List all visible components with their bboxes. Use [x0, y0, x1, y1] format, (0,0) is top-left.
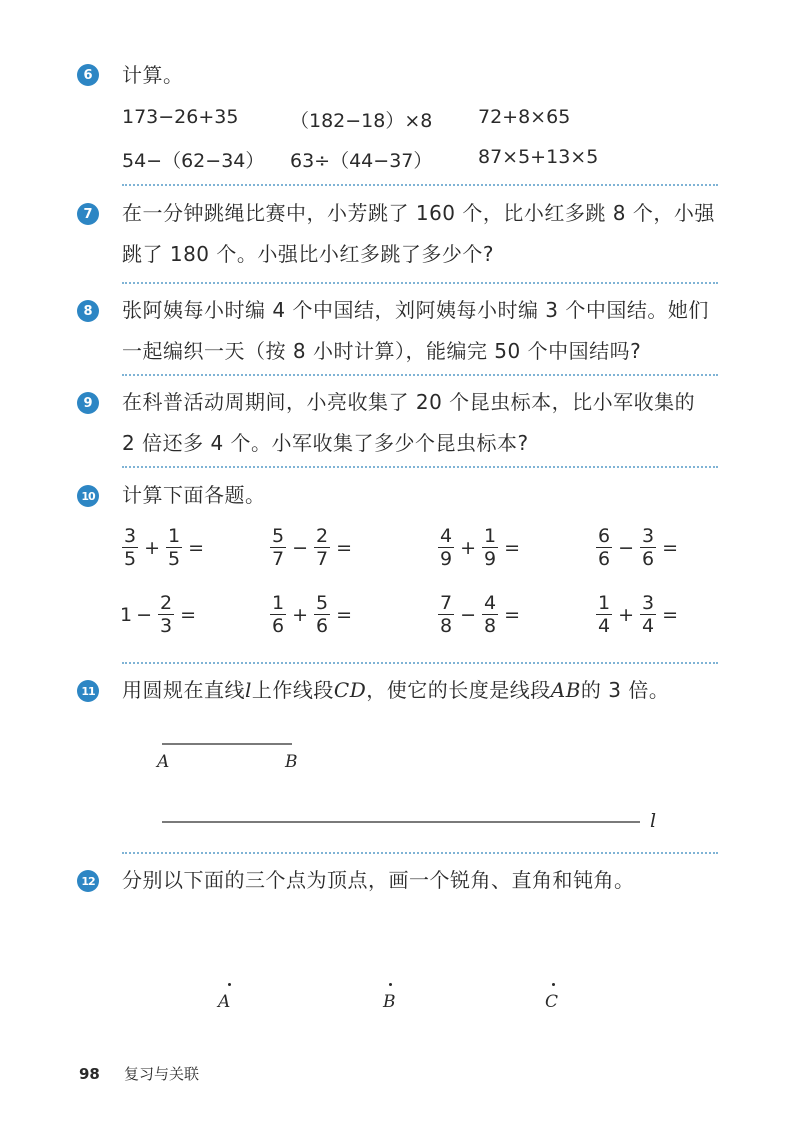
- point-label-b: B: [285, 752, 298, 772]
- point-label-c: C: [545, 992, 559, 1012]
- fraction: $\frac{4}{8}$: [484, 592, 497, 637]
- fraction-expression: $\frac{7}{8}$ − $\frac{4}{8}$ =: [440, 592, 521, 637]
- q6-expression: 173−26+35: [122, 106, 239, 128]
- q8-text-line2: 一起编织一天（按 8 小时计算），能编完 50 个中国结吗?: [122, 339, 642, 363]
- q6-expression: 72+8×65: [478, 106, 571, 128]
- q9-text-line2: 2 倍还多 4 个。小军收集了多少个昆虫标本?: [122, 431, 529, 455]
- fraction: $\frac{1}{9}$: [484, 525, 497, 570]
- point-label-b: B: [383, 992, 396, 1012]
- point-label-a: A: [218, 992, 231, 1012]
- question-number-badge: 12: [77, 870, 99, 892]
- fraction: $\frac{5}{6}$: [316, 592, 329, 637]
- fraction: $\frac{1}{5}$: [168, 525, 181, 570]
- fraction: $\frac{7}{8}$: [440, 592, 453, 637]
- fraction: $\frac{6}{6}$: [598, 525, 611, 570]
- fraction-expression: $\frac{4}{9}$ + $\frac{1}{9}$ =: [440, 525, 521, 570]
- question-number-badge: 8: [77, 300, 99, 322]
- fraction: $\frac{1}{6}$: [272, 592, 285, 637]
- fraction-expression: $\frac{6}{6}$ − $\frac{3}{6}$ =: [598, 525, 679, 570]
- q6-expression: 87×5+13×5: [478, 146, 599, 168]
- fraction: $\frac{2}{3}$: [160, 592, 173, 637]
- section-divider: [122, 852, 718, 854]
- vertex-point: [228, 983, 231, 986]
- fraction: $\frac{1}{4}$: [598, 592, 611, 637]
- fraction: $\frac{3}{6}$: [642, 525, 655, 570]
- fraction: $\frac{5}{7}$: [272, 525, 285, 570]
- q6-expression: 54−（62−34）: [122, 150, 265, 172]
- q10-title: 计算下面各题。: [122, 483, 266, 507]
- question-number-badge: 10: [77, 485, 99, 507]
- fraction-expression: 1 − $\frac{2}{3}$ =: [120, 592, 197, 637]
- q6-expression: （182−18）×8: [290, 110, 433, 132]
- q7-text-line2: 跳了 180 个。小强比小红多跳了多少个?: [122, 242, 495, 266]
- fraction-expression: $\frac{3}{5}$ + $\frac{1}{5}$ =: [124, 525, 205, 570]
- point-label-a: A: [157, 752, 170, 772]
- line-label-l: l: [650, 810, 657, 832]
- fraction: $\frac{4}{9}$: [440, 525, 453, 570]
- question-number-badge: 11: [77, 680, 99, 702]
- q9-text-line1: 在科普活动周期间，小亮收集了 20 个昆虫标本，比小军收集的: [122, 390, 696, 414]
- q8-text-line1: 张阿姨每小时编 4 个中国结，刘阿姨每小时编 3 个中国结。她们: [122, 298, 709, 322]
- fraction: $\frac{3}{5}$: [124, 525, 137, 570]
- q12-text: 分别以下面的三个点为顶点，画一个锐角、直角和钝角。: [122, 868, 635, 892]
- q6-title: 计算。: [122, 63, 184, 87]
- fraction-expression: $\frac{1}{6}$ + $\frac{5}{6}$ =: [272, 592, 353, 637]
- question-number-badge: 9: [77, 392, 99, 414]
- fraction: $\frac{2}{7}$: [316, 525, 329, 570]
- fraction-expression: $\frac{1}{4}$ + $\frac{3}{4}$ =: [598, 592, 679, 637]
- fraction-expression: $\frac{5}{7}$ − $\frac{2}{7}$ =: [272, 525, 353, 570]
- page-number: 98: [79, 1065, 100, 1083]
- question-number-badge: 6: [77, 64, 99, 86]
- vertex-point: [389, 983, 392, 986]
- section-title: 复习与关联: [124, 1065, 200, 1083]
- q6-expression: 63÷（44−37）: [290, 150, 433, 172]
- question-number-badge: 7: [77, 203, 99, 225]
- q7-text-line1: 在一分钟跳绳比赛中，小芳跳了 160 个，比小红多跳 8 个，小强: [122, 201, 715, 225]
- vertex-point: [552, 983, 555, 986]
- fraction: $\frac{3}{4}$: [642, 592, 655, 637]
- q11-text: 用圆规在直线l上作线段CD，使它的长度是线段AB的 3 倍。: [122, 678, 670, 702]
